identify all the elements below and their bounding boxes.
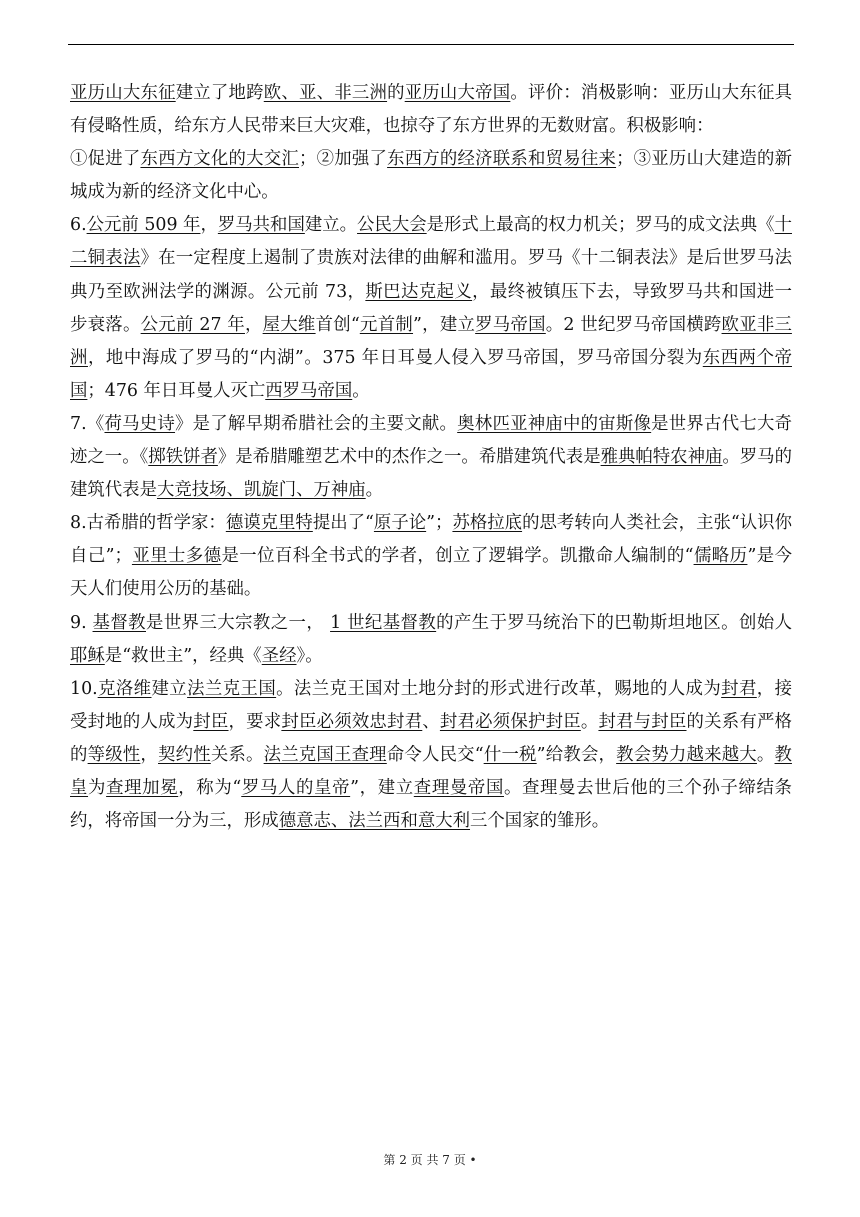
key-term: 封君: [721, 678, 757, 699]
text-run: 是形式上最高的权力机关；罗马的成文法典《: [426, 215, 775, 236]
text-run: 的思考转向人类社会，主张“认识你自己”；: [70, 513, 792, 567]
text-run: 》是希腊雕塑艺术中的杰作之一。希腊建筑代表是: [217, 447, 601, 468]
page-footer: 第 2 页 共 7 页 •: [383, 1153, 477, 1167]
text-run: 》在一定程度上遏制了贵族对法律的曲解和滥用。罗马《十二铜表法》是后世罗马法典乃至欧洲法学的渊源。公元前 73，: [70, 248, 792, 302]
text-run: ，最终被镇压下去，导致罗马共和国进一步衰落。: [70, 281, 792, 335]
paragraph-christianity: [70, 607, 792, 673]
text-run: ，: [200, 215, 218, 236]
text-run: 》。: [296, 645, 323, 666]
text-run: ”是今天人们使用公历的基础。: [70, 546, 792, 600]
text-run: 8.古希腊的哲学家：: [70, 513, 226, 534]
paragraph-alexander: [70, 77, 792, 143]
text-run: ；②加强了: [299, 149, 388, 170]
paragraph-alexander-effects: [70, 143, 792, 209]
paragraph-rome: [70, 209, 792, 408]
text-run: 建立。: [304, 215, 358, 236]
key-term: 查理加冕: [106, 777, 179, 798]
text-run: 提出了“: [312, 513, 374, 534]
key-term: 亚里士多德: [131, 546, 222, 567]
text-run: 的: [387, 83, 405, 103]
text-run: ，接受封地的人成为: [70, 678, 792, 732]
key-term: 基督教: [92, 612, 146, 633]
key-term: 亚历山大帝国: [404, 83, 511, 103]
key-term: 法兰克王国: [187, 678, 277, 699]
text-run: ”；: [426, 513, 453, 534]
key-term: 东西方的经济联系和贸易往来: [387, 149, 617, 170]
key-term: 西罗马帝国: [265, 380, 353, 401]
key-term: 苏格拉底: [452, 513, 523, 534]
text-run: ，称为“: [178, 777, 242, 798]
key-term: 十二铜表法: [70, 215, 792, 269]
header-rule: [68, 44, 794, 45]
key-term: 封臣必须效忠封君: [281, 711, 423, 732]
text-run: 的产生于罗马统治下的巴勒斯坦地区。创始人: [436, 612, 792, 633]
text-run: 》是了解早期希腊社会的主要文献。: [175, 413, 458, 434]
text-run: 建立: [151, 678, 188, 699]
text-run: 6.: [70, 215, 87, 236]
text-run: ；476 年日耳曼人灭亡: [87, 380, 266, 401]
key-term: 掷铁饼者: [148, 447, 218, 468]
key-term: 奥林匹亚神庙中的宙斯像: [457, 413, 652, 434]
key-term: 欧亚非三洲: [70, 314, 792, 368]
key-term: 斯巴达克起义: [365, 281, 473, 302]
text-run: 三个国家的雏形。: [470, 811, 610, 832]
text-run: ”，建立: [413, 314, 476, 335]
key-term: 教皇: [70, 744, 792, 798]
key-term: 大竞技场、凯旋门、万神庙: [156, 480, 366, 501]
key-term: 欧、亚、非三洲: [263, 83, 388, 103]
key-term: 元首制: [359, 314, 414, 335]
text-run: 为: [88, 777, 107, 798]
text-run: 。: [756, 744, 775, 765]
text-run: 关系。: [210, 744, 264, 765]
key-term: 教会势力越来越大: [616, 744, 757, 765]
key-term: 耶稣: [70, 645, 105, 666]
text-run: 是“救世主”，经典《: [104, 645, 262, 666]
text-run: ，: [140, 744, 159, 765]
text-run: 9.: [70, 612, 93, 633]
key-term: 什一税: [483, 744, 537, 765]
text-run: ，要求: [228, 711, 282, 732]
key-term: 罗马共和国: [217, 215, 305, 236]
key-term: 1 世纪基督教: [330, 612, 437, 633]
text-run: 首创“: [315, 314, 360, 335]
text-run: 是一位百科全书式的学者，创立了逻辑学。凯撒命人编制的“: [221, 546, 694, 567]
paragraph-culture: [70, 408, 792, 507]
text-run: 。2 世纪罗马帝国横跨: [545, 314, 722, 335]
key-term: 罗马人的皇帝: [241, 777, 351, 798]
text-run: ”给教会，: [536, 744, 617, 765]
key-term: 罗马帝国: [475, 314, 546, 335]
key-term: 公元前 27 年: [140, 314, 245, 335]
text-run: 。: [580, 711, 599, 732]
text-run: 。查理曼去世后他的三个孙子缔结条约，将帝国一分为三，形成: [70, 777, 792, 832]
key-term: 克洛维: [97, 678, 152, 699]
key-term: 东西两个帝国: [70, 347, 792, 401]
text-run: 的关系有严格的: [70, 711, 792, 765]
key-term: 原子论: [373, 513, 427, 534]
text-run: ”，建立: [350, 777, 414, 798]
key-term: 德意志、法兰西和意大利: [278, 811, 471, 832]
key-term: 儒略历: [693, 546, 748, 567]
paragraph-franks: [70, 673, 792, 838]
key-term: 德谟克里特: [225, 513, 313, 534]
text-run: ；③亚历山大建造的新城成为新的经济文化中心。: [70, 149, 792, 203]
text-run: 、: [422, 711, 440, 732]
text-run: 。罗马的建筑代表是: [70, 447, 792, 501]
key-term: 荷马史诗: [104, 413, 176, 434]
key-term: 屋大维: [262, 314, 316, 335]
text-run: 命令人民交“: [386, 744, 484, 765]
key-term: 契约性: [158, 744, 211, 765]
key-term: 亚历山大东征: [70, 83, 176, 103]
text-run: 10.: [70, 678, 98, 699]
key-term: 公元前 509 年: [86, 215, 201, 236]
text-run: 。: [365, 480, 384, 501]
key-term: 法兰克国王查理: [263, 744, 387, 765]
text-run: 建立了地跨: [175, 83, 264, 103]
text-run: 是世界古代七大奇迹之一。《: [70, 413, 792, 468]
text-run: ，地中海成了罗马的“内湖”。375 年日耳曼人侵入罗马帝国，罗马帝国分裂为: [87, 347, 703, 368]
key-term: 等级性: [87, 744, 141, 765]
key-term: 封君与封臣: [598, 711, 687, 732]
text-run: 。评价：消极影响：亚历山大东征具有侵略性质，给东方人民带来巨大灾难，也掠夺了东方世界的无数财富。积极影响：: [70, 83, 792, 137]
key-term: 圣经: [261, 645, 297, 666]
key-term: 封君必须保护封臣: [439, 711, 581, 732]
page-body: [70, 77, 792, 838]
key-term: 公民大会: [357, 215, 427, 236]
paragraph-philosophy: [70, 507, 792, 606]
text-run: 。: [352, 380, 370, 401]
key-term: 东西方文化的大交汇: [140, 149, 299, 170]
text-run: 7.《: [70, 413, 105, 434]
text-run: 。法兰克王国对土地分封的形式进行改革，赐地的人成为: [276, 678, 722, 699]
key-term: 查理曼帝国: [413, 777, 504, 798]
key-term: 雅典帕特农神庙: [600, 447, 723, 468]
text-run: ①促进了: [70, 149, 141, 170]
key-term: 封臣: [193, 711, 229, 732]
text-run: 是世界三大宗教之一，: [146, 612, 331, 633]
text-run: ，: [244, 314, 263, 335]
